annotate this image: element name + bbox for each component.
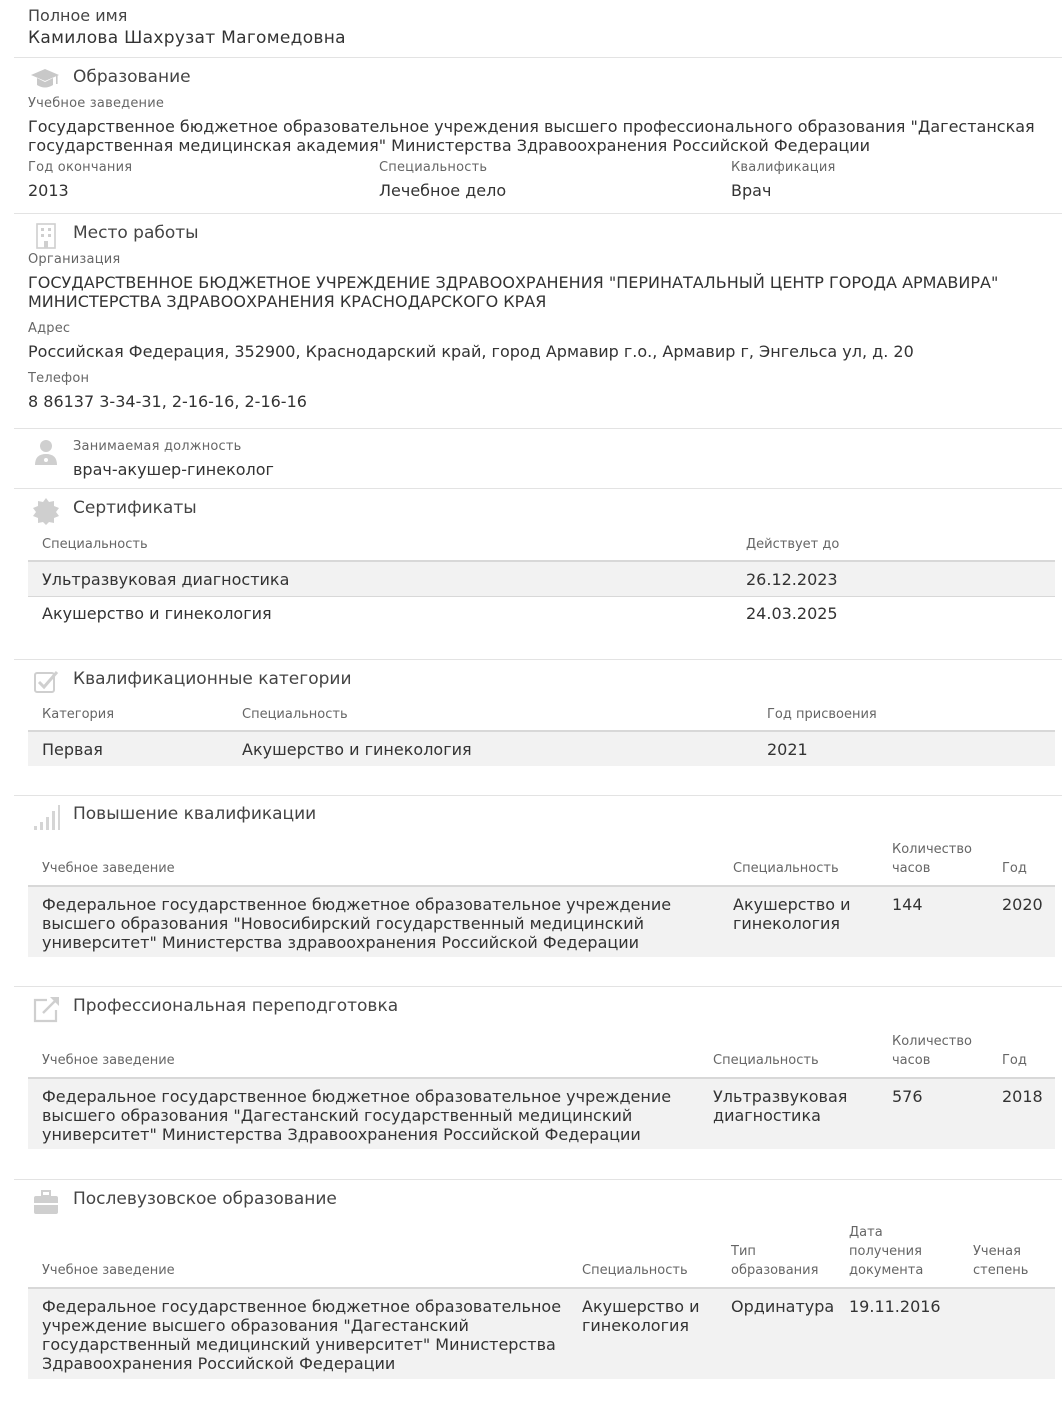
- column-header-date: получения: [849, 1244, 922, 1259]
- column-header-degree: степень: [973, 1263, 1029, 1278]
- categories-table-header: [28, 701, 1055, 732]
- divider: [14, 659, 1062, 660]
- year-value: 2018: [1002, 1087, 1043, 1106]
- column-header-specialty: Специальность: [582, 1263, 688, 1278]
- specialty-line: гинекология: [733, 914, 841, 933]
- specialty-line: гинекология: [582, 1316, 690, 1335]
- certificate-specialty: Ультразвуковая диагностика: [42, 570, 290, 589]
- column-header-degree: Ученая: [973, 1244, 1021, 1259]
- specialty-line: Акушерство и: [582, 1297, 700, 1316]
- column-header-hours: Количество: [892, 1034, 972, 1049]
- workplace-org-line2: МИНИСТЕРСТВА ЗДРАВООХРАНЕНИЯ КРАСНОДАРСКОГО КРАЯ: [28, 292, 547, 311]
- institution-line: высшего образования "Дагестанский государственный медицинский: [42, 1106, 633, 1125]
- divider: [14, 428, 1062, 429]
- workplace-org-line1: ГОСУДАРСТВЕННОЕ БЮДЖЕТНОЕ УЧРЕЖДЕНИЕ ЗДРАВООХРАНЕНИЯ "ПЕРИНАТАЛЬНЫЙ ЦЕНТР ГОРОДА АРМАВИРА": [28, 273, 999, 292]
- position-label: Занимаемая должность: [73, 439, 242, 454]
- column-header-category: Категория: [42, 707, 115, 722]
- column-header-specialty: Специальность: [733, 861, 839, 876]
- education-institution-line2: государственная медицинская академия" Министерства Здравоохранения Российской Федерации: [28, 136, 871, 155]
- institution-line: университет" Министерства здравоохранения Российской Федерации: [42, 933, 640, 952]
- institution-line: Федеральное государственное бюджетное образовательное учреждение: [42, 1087, 672, 1106]
- year-value: 2020: [1002, 895, 1043, 914]
- specialty-line: диагностика: [713, 1106, 821, 1125]
- column-header-year: Год: [1002, 1053, 1027, 1068]
- column-header-type: образования: [731, 1263, 819, 1278]
- document-date-value: 19.11.2016: [849, 1297, 941, 1316]
- institution-line: государственный медицинский университет" Министерства: [42, 1335, 556, 1354]
- hours-value: 576: [892, 1087, 923, 1106]
- column-header-date: Дата: [849, 1225, 883, 1240]
- institution-line: учреждение высшего образования "Дагестанский: [42, 1316, 469, 1335]
- institution-line: Федеральное государственное бюджетное образовательное: [42, 1297, 562, 1316]
- certificate-specialty: Акушерство и гинекология: [42, 604, 272, 623]
- position-value: врач-акушер-гинеколог: [73, 460, 274, 479]
- workplace-phone: 8 86137 3-34-31, 2-16-16, 2-16-16: [28, 392, 307, 411]
- education-year-label: Год окончания: [28, 160, 133, 175]
- column-header-hours: Количество: [892, 842, 972, 857]
- full-name-label: Полное имя: [28, 6, 128, 25]
- education-qualification-label: Квалификация: [731, 160, 836, 175]
- workplace-org-label: Организация: [28, 252, 121, 267]
- education-qualification: Врач: [731, 181, 772, 200]
- doctor-icon: [31, 437, 61, 467]
- category-value: Первая: [42, 740, 103, 759]
- education-title: Образование: [73, 67, 191, 87]
- category-specialty: Акушерство и гинекология: [242, 740, 472, 759]
- table-row: [28, 597, 1055, 631]
- certificate-valid-until: 26.12.2023: [746, 570, 838, 589]
- column-header-type: Тип: [731, 1244, 756, 1259]
- column-header-hours: часов: [892, 1053, 931, 1068]
- categories-title: Квалификационные категории: [73, 669, 352, 689]
- column-header-hours: часов: [892, 861, 931, 876]
- institution-line: Здравоохранения Российской Федерации: [42, 1354, 396, 1373]
- divider: [14, 986, 1062, 987]
- briefcase-icon: [31, 1187, 61, 1217]
- table-row: [28, 732, 1055, 766]
- column-header-year: Год присвоения: [767, 707, 877, 722]
- workplace-title: Место работы: [73, 223, 199, 243]
- column-header-valid-until: Действует до: [746, 537, 840, 552]
- hours-value: 144: [892, 895, 923, 914]
- specialty-line: Ультразвуковая: [713, 1087, 848, 1106]
- retraining-title: Профессиональная переподготовка: [73, 996, 399, 1016]
- specialty-line: Акушерство и: [733, 895, 851, 914]
- workplace-address: Российская Федерация, 352900, Краснодарский край, город Армавир г.о., Армавир г, Энгельса ул, д. 20: [28, 342, 914, 361]
- signal-bars-icon: [31, 802, 61, 832]
- education-institution-label: Учебное заведение: [28, 96, 165, 111]
- table-row: [28, 1079, 1055, 1149]
- certificate-valid-until: 24.03.2025: [746, 604, 838, 623]
- education-specialty: Лечебное дело: [379, 181, 507, 200]
- divider: [14, 57, 1062, 58]
- postgraduate-table-header: [28, 1222, 1055, 1289]
- table-row: [28, 1289, 1055, 1379]
- category-year: 2021: [767, 740, 808, 759]
- column-header-specialty: Специальность: [713, 1053, 819, 1068]
- divider: [14, 488, 1062, 489]
- divider: [14, 1179, 1062, 1180]
- column-header-institution: Учебное заведение: [42, 1053, 175, 1068]
- retraining-table-header: [28, 1030, 1055, 1079]
- workplace-address-label: Адрес: [28, 321, 71, 336]
- advanced-training-title: Повышение квалификации: [73, 804, 317, 824]
- education-type-value: Ординатура: [731, 1297, 835, 1316]
- education-specialty-label: Специальность: [379, 160, 488, 175]
- certificates-title: Сертификаты: [73, 498, 197, 518]
- education-institution-line1: Государственное бюджетное образовательное учреждения высшего профессионального образования "Дагестанская: [28, 117, 1035, 136]
- certificates-table-header: [28, 531, 1055, 562]
- advanced-training-table-header: [28, 838, 1055, 887]
- divider: [14, 795, 1062, 796]
- workplace-phone-label: Телефон: [28, 371, 90, 386]
- building-icon: [31, 220, 61, 250]
- column-header-date: документа: [849, 1263, 924, 1278]
- column-header-institution: Учебное заведение: [42, 861, 175, 876]
- full-name-value: Камилова Шахрузат Магомедовна: [28, 28, 346, 48]
- institution-line: Федеральное государственное бюджетное образовательное учреждение: [42, 895, 672, 914]
- institution-line: высшего образования "Новосибирский государственный медицинский: [42, 914, 644, 933]
- table-row: [28, 562, 1055, 596]
- postgraduate-title: Послевузовское образование: [73, 1189, 337, 1209]
- divider: [14, 213, 1062, 214]
- full-name-block: [28, 6, 346, 48]
- seal-icon: [31, 496, 61, 526]
- graduation-cap-icon: [30, 64, 60, 94]
- external-link-icon: [31, 994, 61, 1024]
- table-row: [28, 887, 1055, 957]
- column-header-institution: Учебное заведение: [42, 1263, 175, 1278]
- column-header-specialty: Специальность: [242, 707, 348, 722]
- institution-line: университет" Министерства Здравоохранения Российской Федерации: [42, 1125, 641, 1144]
- education-year: 2013: [28, 181, 69, 200]
- column-header-year: Год: [1002, 861, 1027, 876]
- column-header-specialty: Специальность: [42, 537, 148, 552]
- checkbox-icon: [31, 666, 61, 696]
